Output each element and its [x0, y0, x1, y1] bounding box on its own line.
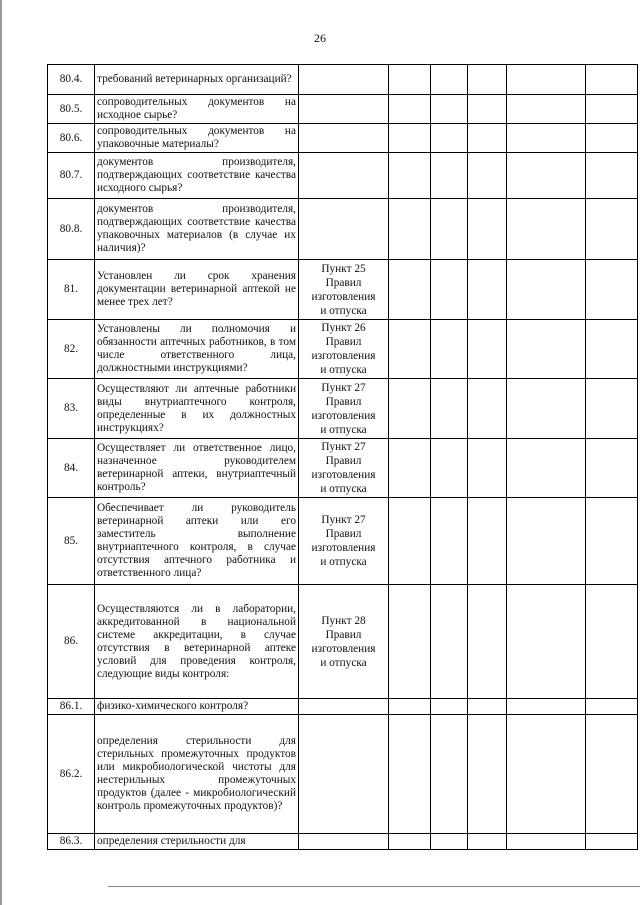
answer-cell — [431, 699, 468, 715]
answer-cell — [586, 65, 638, 95]
answer-cell — [507, 834, 586, 850]
answer-cell — [468, 65, 507, 95]
answer-cell — [431, 65, 468, 95]
answer-cell — [431, 715, 468, 834]
item-number: 86.2. — [48, 715, 95, 834]
answer-cell — [468, 320, 507, 379]
reference-line: изготовления — [311, 409, 376, 422]
item-legal-reference — [299, 699, 389, 715]
reference-line: изготовления — [311, 542, 376, 554]
answer-cell — [507, 379, 586, 439]
reference-line: Пункт 25 — [321, 262, 366, 275]
reference-line: Пункт 26 — [321, 322, 366, 334]
reference-line: изготовления — [311, 290, 376, 303]
item-question: Осуществляет ли ответственное лицо, назначенное руководителем ветеринарной аптеки, внутриаптечный контроль? — [95, 439, 299, 498]
table-row — [48, 715, 638, 834]
item-question: определения стерильности для стерильных промежуточных продуктов или микробиологической чистоты для нестерильных промежуточных продуктов (далее - микробиологический контроль промежуточных продуктов)? — [95, 715, 299, 834]
answer-cell — [586, 715, 638, 834]
answer-cell — [431, 199, 468, 260]
scan-edge-line — [0, 0, 2, 905]
answer-cell — [389, 260, 431, 320]
item-question: документов производителя, подтверждающих соответствие качества упаковочных материалов (в случае их наличия)? — [95, 199, 299, 260]
answer-cell — [586, 320, 638, 379]
answer-cell — [389, 124, 431, 153]
answer-cell — [468, 715, 507, 834]
answer-cell — [507, 199, 586, 260]
table-row — [48, 95, 638, 124]
item-number: 80.6. — [48, 124, 95, 153]
item-question: Осуществляют ли аптечные работники виды внутриаптечного контроля, определенные в их должностных инструкциях? — [95, 379, 299, 439]
answer-cell — [389, 95, 431, 124]
item-question: Установлен ли срок хранения документации ветеринарной аптекой не менее трех лет? — [95, 260, 299, 320]
answer-cell — [468, 585, 507, 699]
answer-cell — [468, 124, 507, 153]
item-legal-reference — [299, 715, 389, 834]
reference-line: и отпуска — [320, 304, 367, 317]
table-row — [48, 320, 638, 379]
reference-line: Пункт 27 — [321, 514, 366, 526]
answer-cell — [431, 379, 468, 439]
item-legal-reference — [299, 124, 389, 153]
reference-line: изготовления — [311, 469, 376, 481]
answer-cell — [431, 439, 468, 498]
reference-line: изготовления — [311, 350, 376, 362]
answer-cell — [389, 834, 431, 850]
item-number: 86. — [48, 585, 95, 699]
answer-cell — [431, 498, 468, 585]
item-question: определения стерильности для — [95, 834, 299, 850]
item-question: требований ветеринарных организаций? — [95, 65, 299, 95]
answer-cell — [507, 715, 586, 834]
item-question: Осуществляются ли в лаборатории, аккредитованной в национальной системе аккредитации, в случае отсутствия в ветеринарной аптеке условий для проведения контроля, следующие виды контроля: — [95, 585, 299, 699]
answer-cell — [586, 153, 638, 199]
item-number: 86.1. — [48, 699, 95, 715]
table-row — [48, 153, 638, 199]
table-row — [48, 65, 638, 95]
answer-cell — [468, 379, 507, 439]
item-question: сопроводительных документов на исходное сырье? — [95, 95, 299, 124]
item-question: физико-химического контроля? — [95, 699, 299, 715]
table-row — [48, 199, 638, 260]
answer-cell — [586, 439, 638, 498]
answer-cell — [507, 699, 586, 715]
answer-cell — [468, 498, 507, 585]
answer-cell — [507, 124, 586, 153]
item-number: 81. — [48, 260, 95, 320]
answer-cell — [586, 95, 638, 124]
answer-cell — [586, 699, 638, 715]
answer-cell — [431, 320, 468, 379]
item-number: 83. — [48, 379, 95, 439]
table-row — [48, 498, 638, 585]
reference-line: Правил — [325, 336, 362, 348]
reference-line: и отпуска — [320, 423, 367, 436]
item-question: Обеспечивает ли руководитель ветеринарной аптеки или его заместитель выполнение внутриаптечного контроля, в случае отсутствия аптечного работника и ответственного лица? — [95, 498, 299, 585]
answer-cell — [389, 379, 431, 439]
answer-cell — [507, 260, 586, 320]
item-question: сопроводительных документов на упаковочные материалы? — [95, 124, 299, 153]
reference-line: Пункт 27 — [321, 381, 366, 394]
answer-cell — [389, 320, 431, 379]
answer-cell — [586, 498, 638, 585]
answer-cell — [468, 439, 507, 498]
reference-line: Пункт 27 — [321, 441, 366, 453]
item-number: 80.5. — [48, 95, 95, 124]
item-legal-reference — [299, 379, 389, 439]
answer-cell — [389, 585, 431, 699]
answer-cell — [389, 439, 431, 498]
item-question: документов производителя, подтверждающих соответствие качества исходного сырья? — [95, 153, 299, 199]
answer-cell — [389, 153, 431, 199]
answer-cell — [586, 260, 638, 320]
reference-line: Правил — [325, 395, 362, 408]
answer-cell — [389, 65, 431, 95]
reference-line: и отпуска — [320, 483, 367, 495]
reference-line: Правил — [325, 528, 362, 540]
answer-cell — [507, 498, 586, 585]
answer-cell — [431, 260, 468, 320]
item-number: 80.8. — [48, 199, 95, 260]
reference-line: и отпуска — [320, 656, 367, 669]
table-row — [48, 124, 638, 153]
table-row — [48, 379, 638, 439]
answer-cell — [389, 699, 431, 715]
answer-cell — [586, 834, 638, 850]
item-legal-reference — [299, 260, 389, 320]
item-legal-reference — [299, 95, 389, 124]
item-legal-reference — [299, 585, 389, 699]
item-legal-reference — [299, 199, 389, 260]
answer-cell — [468, 199, 507, 260]
item-number: 84. — [48, 439, 95, 498]
item-number: 85. — [48, 498, 95, 585]
reference-line: и отпуска — [320, 556, 367, 568]
answer-cell — [507, 153, 586, 199]
item-legal-reference — [299, 439, 389, 498]
item-number: 82. — [48, 320, 95, 379]
checklist-table — [47, 64, 638, 850]
answer-cell — [389, 715, 431, 834]
answer-cell — [586, 199, 638, 260]
reference-line: Правил — [325, 455, 362, 467]
item-legal-reference — [299, 320, 389, 379]
answer-cell — [507, 65, 586, 95]
answer-cell — [468, 153, 507, 199]
table-row — [48, 260, 638, 320]
answer-cell — [431, 124, 468, 153]
reference-line: Правил — [325, 628, 362, 641]
answer-cell — [586, 124, 638, 153]
item-number: 80.7. — [48, 153, 95, 199]
table-row — [48, 834, 638, 850]
answer-cell — [468, 95, 507, 124]
reference-line: Пункт 28 — [321, 614, 366, 627]
item-question: Установлены ли полномочия и обязанности аптечных работников, в том числе ответственного лица, должностными инструкциями? — [95, 320, 299, 379]
answer-cell — [507, 439, 586, 498]
table-row — [48, 699, 638, 715]
item-number: 80.4. — [48, 65, 95, 95]
item-legal-reference — [299, 65, 389, 95]
answer-cell — [468, 260, 507, 320]
answer-cell — [507, 95, 586, 124]
answer-cell — [468, 834, 507, 850]
item-number: 86.3. — [48, 834, 95, 850]
table-row — [48, 439, 638, 498]
item-legal-reference — [299, 498, 389, 585]
reference-line: и отпуска — [320, 364, 367, 376]
answer-cell — [468, 699, 507, 715]
answer-cell — [431, 95, 468, 124]
item-legal-reference — [299, 153, 389, 199]
page-number: 26 — [314, 31, 326, 45]
reference-line: Правил — [325, 276, 362, 289]
answer-cell — [431, 834, 468, 850]
answer-cell — [431, 153, 468, 199]
reference-line: изготовления — [311, 642, 376, 655]
answer-cell — [586, 585, 638, 699]
scan-bottom-line — [108, 886, 640, 887]
table-row — [48, 585, 638, 699]
answer-cell — [507, 320, 586, 379]
item-legal-reference — [299, 834, 389, 850]
answer-cell — [507, 585, 586, 699]
answer-cell — [431, 585, 468, 699]
answer-cell — [586, 379, 638, 439]
answer-cell — [389, 199, 431, 260]
answer-cell — [389, 498, 431, 585]
